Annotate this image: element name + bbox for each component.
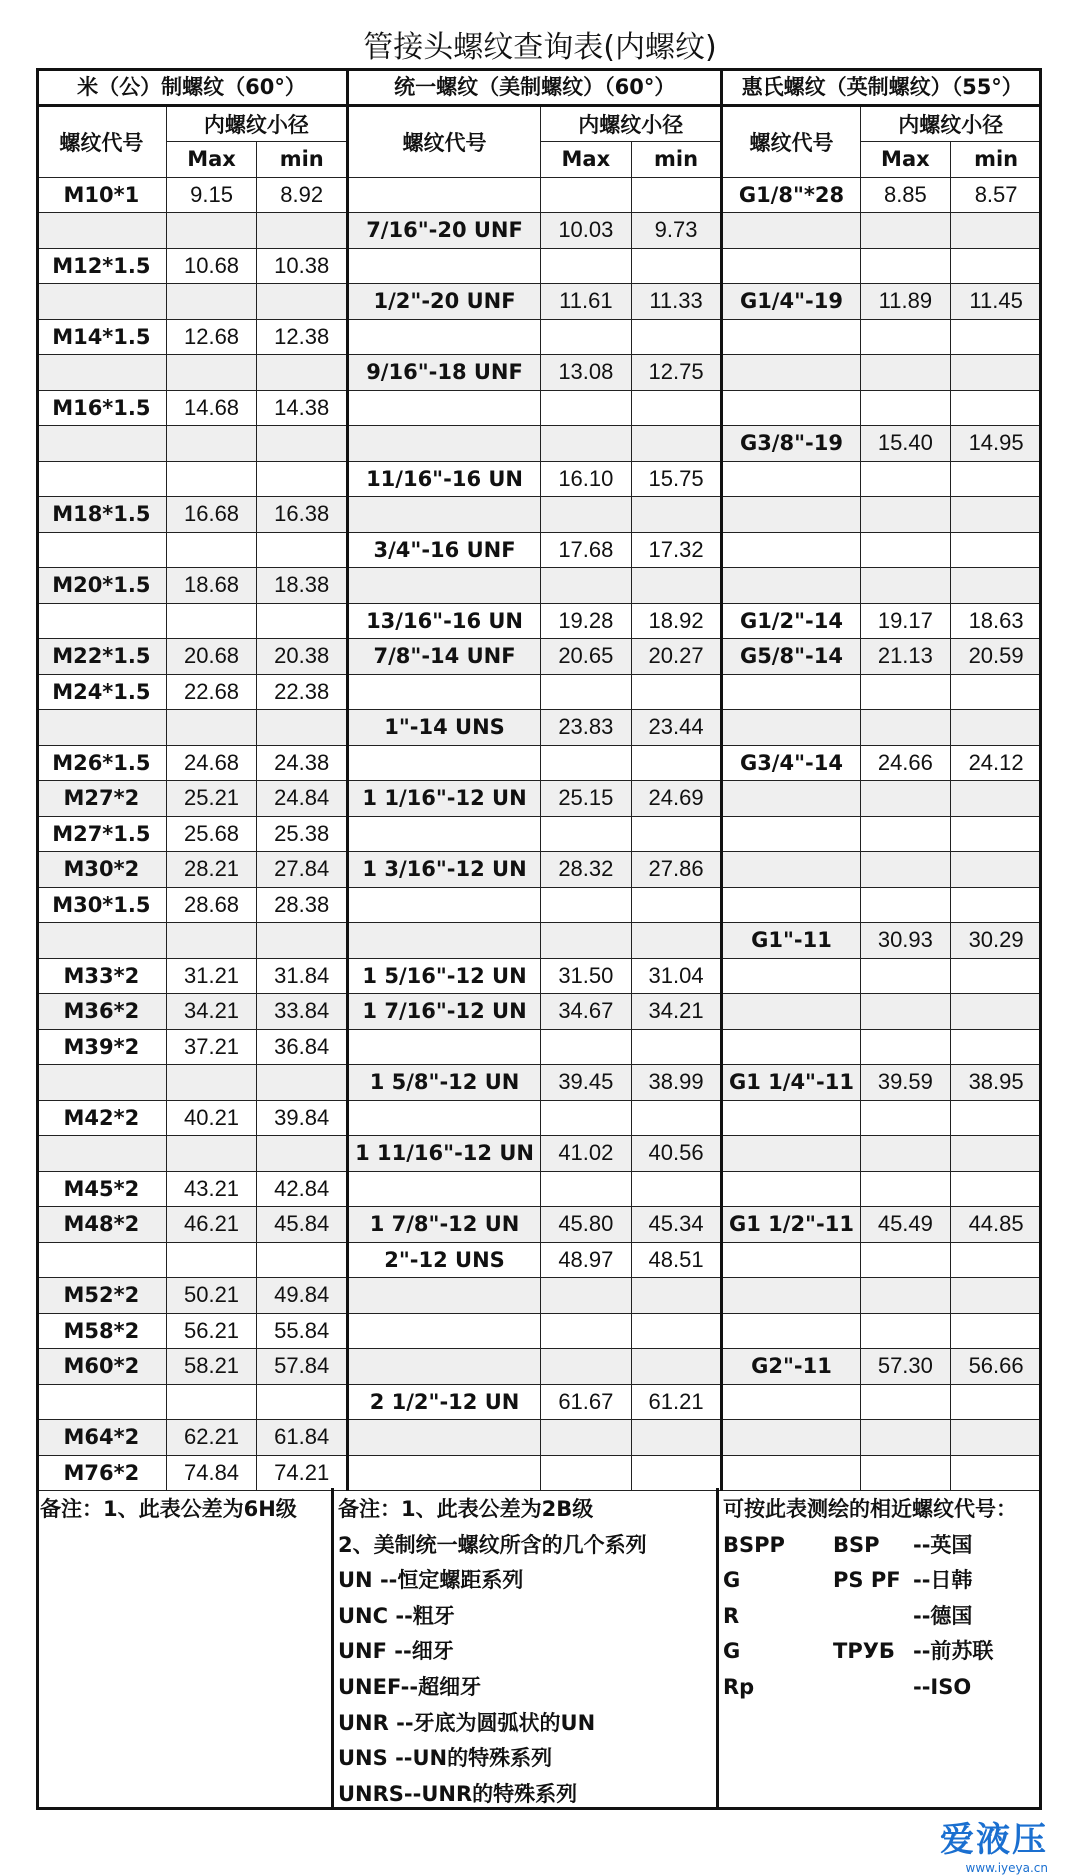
min-cell: 15.75 — [631, 461, 722, 497]
max-cell: 50.21 — [166, 1278, 257, 1314]
min-cell: 44.85 — [951, 1207, 1042, 1243]
thread-code-cell: 7/8"-14 UNF — [348, 639, 541, 675]
min-cell: 57.84 — [257, 1349, 348, 1385]
min-cell: 74.21 — [257, 1455, 348, 1491]
min-cell: 48.51 — [631, 1242, 722, 1278]
min-cell: 24.38 — [257, 745, 348, 781]
thread-code-cell: M58*2 — [37, 1313, 167, 1349]
thread-code-cell: M12*1.5 — [37, 248, 167, 284]
col-header-max: Max — [166, 142, 257, 178]
thread-code-cell: 1 3/16"-12 UN — [348, 852, 541, 888]
min-cell: 8.92 — [257, 177, 348, 213]
thread-code-cell: 1"-14 UNS — [348, 710, 541, 746]
max-cell: 24.66 — [860, 745, 951, 781]
note-line: UNS --UN的特殊系列 — [338, 1746, 553, 1771]
min-cell: 8.57 — [951, 177, 1042, 213]
min-cell: 24.69 — [631, 781, 722, 817]
notes-whitworth-title: 可按此表测绘的相近螺纹代号： — [723, 1497, 1017, 1521]
note-line: 备注：1、此表公差为6H级 — [40, 1497, 297, 1521]
thread-code-cell: 1/2"-20 UNF — [348, 284, 541, 320]
max-cell: 8.85 — [860, 177, 951, 213]
max-cell: 16.68 — [166, 497, 257, 533]
max-cell: 23.83 — [541, 710, 632, 746]
max-cell: 34.67 — [541, 994, 632, 1030]
min-cell: 34.21 — [631, 994, 722, 1030]
col-header-minor: 内螺纹小径 — [166, 105, 347, 142]
col-header-minor: 内螺纹小径 — [860, 105, 1041, 142]
notes-unified — [331, 1488, 716, 1810]
thread-code-cell: M64*2 — [37, 1420, 167, 1456]
max-cell: 28.68 — [166, 887, 257, 923]
thread-code-cell: M76*2 — [37, 1455, 167, 1491]
min-cell: 31.04 — [631, 958, 722, 994]
thread-code-cell: M33*2 — [37, 958, 167, 994]
col-header-minor: 内螺纹小径 — [541, 105, 722, 142]
max-cell: 9.15 — [166, 177, 257, 213]
min-cell: 9.73 — [631, 213, 722, 249]
thread-code-cell: 1 1/16"-12 UN — [348, 781, 541, 817]
min-cell: 49.84 — [257, 1278, 348, 1314]
max-cell: 39.45 — [541, 1065, 632, 1101]
thread-code-cell: M22*1.5 — [37, 639, 167, 675]
max-cell: 48.97 — [541, 1242, 632, 1278]
min-cell: 18.92 — [631, 603, 722, 639]
col-header-min: min — [951, 142, 1042, 178]
max-cell: 43.21 — [166, 1171, 257, 1207]
thread-code-cell: M30*1.5 — [37, 887, 167, 923]
thread-code-cell: M10*1 — [37, 177, 167, 213]
min-cell: 31.84 — [257, 958, 348, 994]
max-cell: 25.68 — [166, 816, 257, 852]
note-row: R --德国 — [723, 1603, 973, 1628]
col-header-code: 螺纹代号 — [348, 105, 541, 177]
thread-code-cell: 1 11/16"-12 UN — [348, 1136, 541, 1172]
min-cell: 27.86 — [631, 852, 722, 888]
thread-code-cell: G1/8"*28 — [722, 177, 860, 213]
max-cell: 16.10 — [541, 461, 632, 497]
min-cell: 10.38 — [257, 248, 348, 284]
thread-code-cell: G1/2"-14 — [722, 603, 860, 639]
max-cell: 22.68 — [166, 674, 257, 710]
min-cell: 28.38 — [257, 887, 348, 923]
thread-code-cell: G1"-11 — [722, 923, 860, 959]
max-cell: 10.68 — [166, 248, 257, 284]
thread-code-cell: 1 7/16"-12 UN — [348, 994, 541, 1030]
max-cell: 45.80 — [541, 1207, 632, 1243]
thread-code-cell: M60*2 — [37, 1349, 167, 1385]
thread-code-cell: M45*2 — [37, 1171, 167, 1207]
col-header-max: Max — [541, 142, 632, 178]
max-cell: 24.68 — [166, 745, 257, 781]
thread-code-cell: 11/16"-16 UN — [348, 461, 541, 497]
notes-whitworth — [716, 1488, 1042, 1810]
note-line: UNR --牙底为圆弧状的UN — [338, 1710, 596, 1735]
col-header-code: 螺纹代号 — [722, 105, 860, 177]
thread-code-cell: M27*1.5 — [37, 816, 167, 852]
max-cell: 20.68 — [166, 639, 257, 675]
max-cell: 10.03 — [541, 213, 632, 249]
max-cell: 20.65 — [541, 639, 632, 675]
max-cell: 62.21 — [166, 1420, 257, 1456]
min-cell: 18.63 — [951, 603, 1042, 639]
thread-code-cell: 1 5/8"-12 UN — [348, 1065, 541, 1101]
thread-code-cell: 1 7/8"-12 UN — [348, 1207, 541, 1243]
min-cell: 14.38 — [257, 390, 348, 426]
max-cell: 34.21 — [166, 994, 257, 1030]
note-line: UNRS--UNR的特殊系列 — [338, 1781, 578, 1806]
min-cell: 45.34 — [631, 1207, 722, 1243]
notes-metric — [36, 1488, 331, 1810]
max-cell: 19.28 — [541, 603, 632, 639]
min-cell: 22.38 — [257, 674, 348, 710]
max-cell: 57.30 — [860, 1349, 951, 1385]
max-cell: 37.21 — [166, 1029, 257, 1065]
min-cell: 11.33 — [631, 284, 722, 320]
thread-code-cell: G2"-11 — [722, 1349, 860, 1385]
note-row: BSPP BSP --英国 — [723, 1532, 973, 1557]
thread-code-cell: M36*2 — [37, 994, 167, 1030]
max-cell: 61.67 — [541, 1384, 632, 1420]
max-cell: 39.59 — [860, 1065, 951, 1101]
min-cell: 40.56 — [631, 1136, 722, 1172]
max-cell: 74.84 — [166, 1455, 257, 1491]
min-cell: 20.27 — [631, 639, 722, 675]
min-cell: 12.75 — [631, 355, 722, 391]
min-cell: 61.21 — [631, 1384, 722, 1420]
thread-code-cell: 13/16"-16 UN — [348, 603, 541, 639]
logo-name: 爱液压 — [940, 1820, 1048, 1860]
thread-code-cell: M20*1.5 — [37, 568, 167, 604]
col-header-code: 螺纹代号 — [37, 105, 167, 177]
min-cell: 25.38 — [257, 816, 348, 852]
min-cell: 20.59 — [951, 639, 1042, 675]
max-cell: 40.21 — [166, 1100, 257, 1136]
note-line: UN --恒定螺距系列 — [338, 1568, 524, 1593]
thread-code-cell: 2"-12 UNS — [348, 1242, 541, 1278]
thread-code-cell: M48*2 — [37, 1207, 167, 1243]
min-cell: 56.66 — [951, 1349, 1042, 1385]
thread-code-cell: 3/4"-16 UNF — [348, 532, 541, 568]
thread-code-cell: G5/8"-14 — [722, 639, 860, 675]
note-row: G ТРУБ --前苏联 — [723, 1639, 994, 1664]
min-cell: 12.38 — [257, 319, 348, 355]
min-cell: 18.38 — [257, 568, 348, 604]
max-cell: 19.17 — [860, 603, 951, 639]
thread-code-cell: G1 1/4"-11 — [722, 1065, 860, 1101]
site-logo — [940, 1812, 1048, 1875]
thread-code-cell: M30*2 — [37, 852, 167, 888]
min-cell: 11.45 — [951, 284, 1042, 320]
thread-code-cell: G1 1/2"-11 — [722, 1207, 860, 1243]
max-cell: 30.93 — [860, 923, 951, 959]
note-line: 2、美制统一螺纹所含的几个系列 — [338, 1532, 647, 1557]
max-cell: 21.13 — [860, 639, 951, 675]
thread-code-cell: 9/16"-18 UNF — [348, 355, 541, 391]
thread-code-cell: M16*1.5 — [37, 390, 167, 426]
note-row: Rp --ISO — [723, 1674, 972, 1699]
note-row: G PS PF --日韩 — [723, 1568, 973, 1593]
thread-code-cell: M24*1.5 — [37, 674, 167, 710]
col-header-min: min — [257, 142, 348, 178]
thread-code-cell: 1 5/16"-12 UN — [348, 958, 541, 994]
note-line: UNC --粗牙 — [338, 1603, 455, 1628]
group-header-metric: 米（公）制螺纹（60°） — [37, 69, 348, 106]
max-cell: 25.21 — [166, 781, 257, 817]
thread-code-cell: M52*2 — [37, 1278, 167, 1314]
min-cell: 36.84 — [257, 1029, 348, 1065]
min-cell: 30.29 — [951, 923, 1042, 959]
min-cell: 24.12 — [951, 745, 1042, 781]
max-cell: 28.32 — [541, 852, 632, 888]
max-cell: 25.15 — [541, 781, 632, 817]
note-line: 备注：1、此表公差为2B级 — [338, 1497, 594, 1521]
max-cell: 31.50 — [541, 958, 632, 994]
min-cell: 27.84 — [257, 852, 348, 888]
min-cell: 38.95 — [951, 1065, 1042, 1101]
page-title: 管接头螺纹查询表(内螺纹) — [363, 30, 717, 65]
min-cell: 61.84 — [257, 1420, 348, 1456]
min-cell: 45.84 — [257, 1207, 348, 1243]
group-header-unified: 统一螺纹（美制螺纹）（60°） — [348, 69, 722, 106]
thread-code-cell: 7/16"-20 UNF — [348, 213, 541, 249]
thread-code-cell: G3/8"-19 — [722, 426, 860, 462]
thread-code-cell: M26*1.5 — [37, 745, 167, 781]
min-cell: 23.44 — [631, 710, 722, 746]
min-cell: 24.84 — [257, 781, 348, 817]
thread-code-cell: M27*2 — [37, 781, 167, 817]
max-cell: 13.08 — [541, 355, 632, 391]
min-cell: 55.84 — [257, 1313, 348, 1349]
thread-code-cell: 2 1/2"-12 UN — [348, 1384, 541, 1420]
max-cell: 12.68 — [166, 319, 257, 355]
min-cell: 14.95 — [951, 426, 1042, 462]
col-header-min: min — [631, 142, 722, 178]
col-header-max: Max — [860, 142, 951, 178]
min-cell: 20.38 — [257, 639, 348, 675]
logo-url: www.iyeya.cn — [965, 1861, 1048, 1875]
min-cell: 39.84 — [257, 1100, 348, 1136]
thread-code-cell: M42*2 — [37, 1100, 167, 1136]
max-cell: 58.21 — [166, 1349, 257, 1385]
max-cell: 31.21 — [166, 958, 257, 994]
min-cell: 42.84 — [257, 1171, 348, 1207]
min-cell: 17.32 — [631, 532, 722, 568]
thread-code-cell: G1/4"-19 — [722, 284, 860, 320]
max-cell: 11.89 — [860, 284, 951, 320]
max-cell: 45.49 — [860, 1207, 951, 1243]
max-cell: 56.21 — [166, 1313, 257, 1349]
note-line: UNF --细牙 — [338, 1639, 454, 1664]
max-cell: 11.61 — [541, 284, 632, 320]
thread-code-cell: M39*2 — [37, 1029, 167, 1065]
thread-code-cell: M14*1.5 — [37, 319, 167, 355]
max-cell: 46.21 — [166, 1207, 257, 1243]
max-cell: 17.68 — [541, 532, 632, 568]
min-cell: 38.99 — [631, 1065, 722, 1101]
max-cell: 41.02 — [541, 1136, 632, 1172]
group-header-whitworth: 惠氏螺纹（英制螺纹）（55°） — [722, 69, 1042, 106]
thread-code-cell: G3/4"-14 — [722, 745, 860, 781]
thread-code-cell: M18*1.5 — [37, 497, 167, 533]
max-cell: 18.68 — [166, 568, 257, 604]
min-cell: 33.84 — [257, 994, 348, 1030]
min-cell: 16.38 — [257, 497, 348, 533]
note-line: UNEF--超细牙 — [338, 1674, 482, 1699]
max-cell: 14.68 — [166, 390, 257, 426]
max-cell: 28.21 — [166, 852, 257, 888]
max-cell: 15.40 — [860, 426, 951, 462]
